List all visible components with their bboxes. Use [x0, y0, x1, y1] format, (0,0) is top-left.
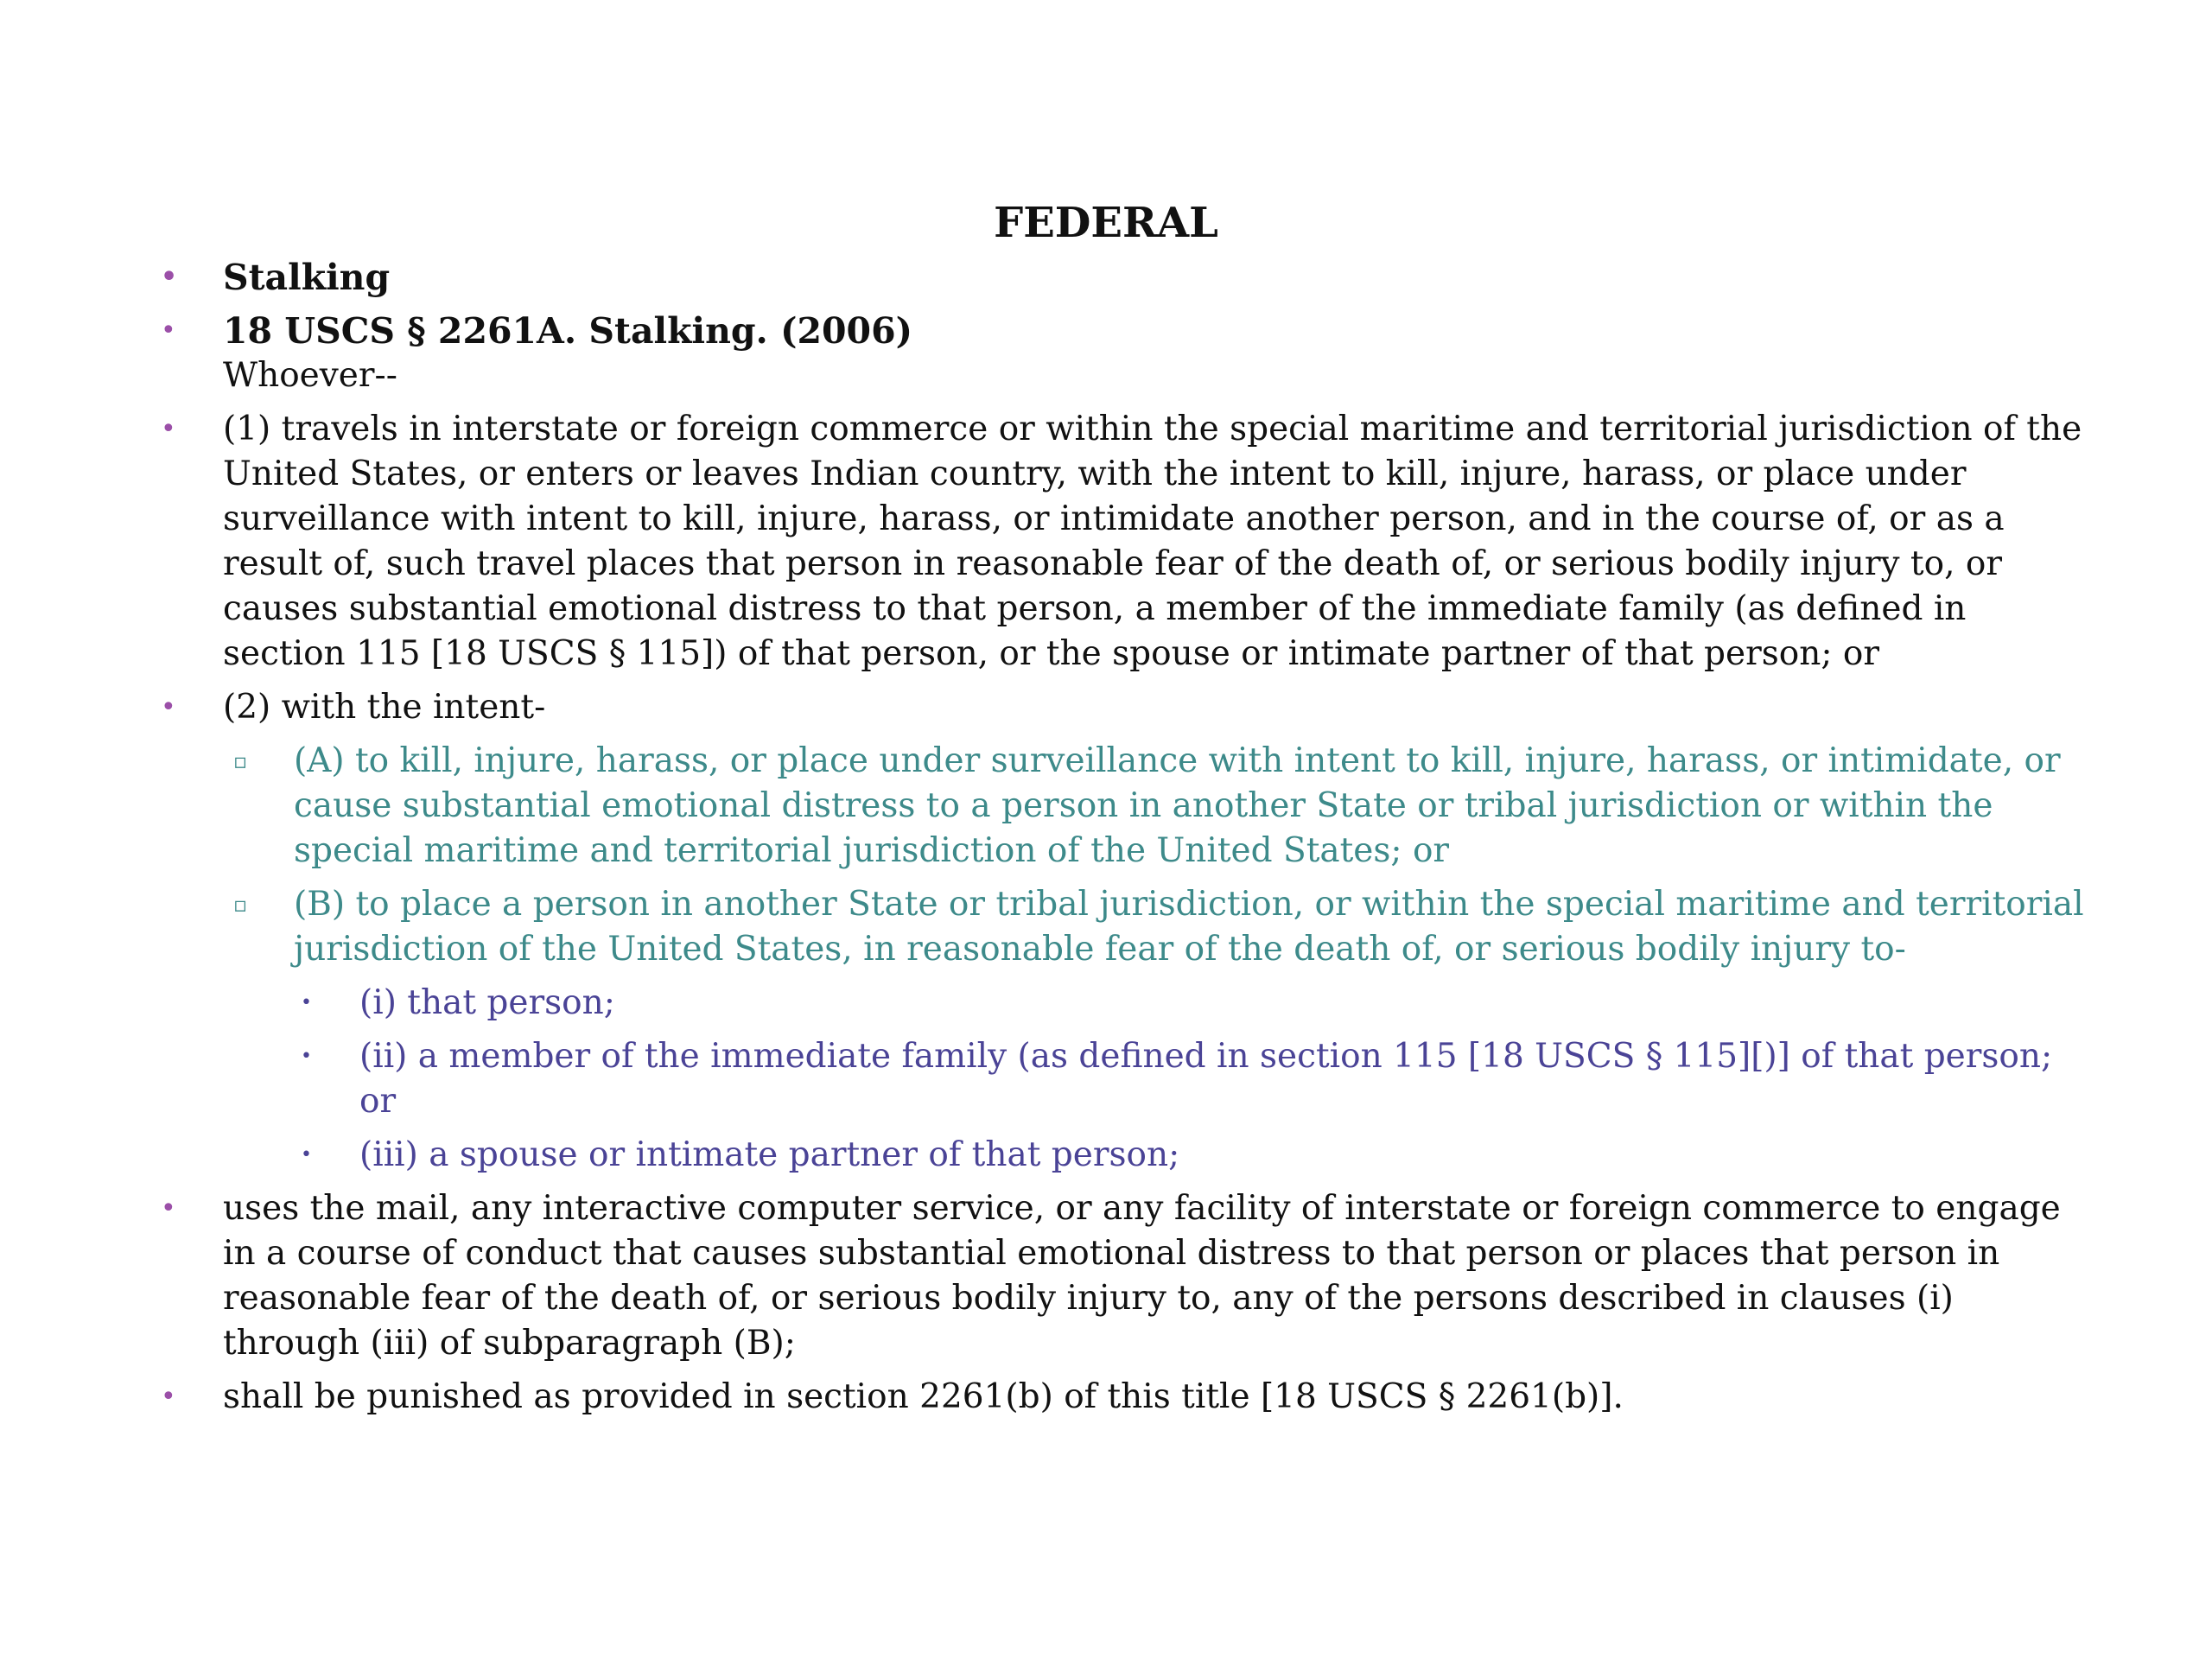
list-item-uses-mail: [161, 1186, 2089, 1366]
list-item-text: Stalking: [223, 257, 391, 298]
list-item-statute: [161, 308, 2089, 398]
list-item-text: (2) with the intent-: [223, 688, 546, 727]
bullet-icon: •: [161, 1382, 176, 1412]
list-item-punishment: [161, 1375, 2089, 1420]
statute-subtext: Whoever--: [223, 356, 397, 395]
hollow-square-bullet-icon: ▫: [233, 749, 248, 773]
bullet-icon: •: [161, 315, 176, 346]
statute-heading: 18 USCS § 2261A. Stalking. (2006): [223, 310, 912, 352]
list-item-stalking: [161, 255, 2089, 300]
small-bullet-icon: •: [301, 1046, 312, 1067]
list-item-clause-i: [301, 981, 2088, 1026]
list-item-subclause-b: [233, 882, 2091, 972]
list-item-subclause-a: [233, 739, 2091, 874]
list-item-text: (1) travels in interstate or foreign commerce or within the special maritime and territorial jurisdiction of the United States, or enters or leaves Indian country, with the intent to kill, injure, harass, or place under surveillance with intent to kill, injure, harass, or intimidate another person, and in the course of, or as a result of, such travel places that person in reasonable fear of the death of, or serious bodily injury to, or causes substantial emotional distress to that person, a member of the immediate family (as defined in section 115 [18 USCS § 115]) of that person, or the spouse or intimate partner of that person; or: [223, 410, 2082, 673]
list-item-text: (ii) a member of the immediate family (as defined in section 115 [18 USCS § 115][)] of that person; or: [359, 1037, 2053, 1121]
bullet-icon: •: [161, 692, 176, 722]
list-item-clause-2: [161, 685, 2089, 730]
small-bullet-icon: •: [301, 1144, 312, 1166]
list-item-text: (iii) a spouse or intimate partner of that person;: [359, 1135, 1180, 1174]
list-item-clause-iii: [301, 1133, 2088, 1178]
hollow-square-bullet-icon: ▫: [233, 893, 248, 917]
list-item-clause-1: [161, 407, 2089, 677]
list-item-text: uses the mail, any interactive computer service, or any facility of interstate or foreign commerce to engage in a course of conduct that causes substantial emotional distress to that person or places that person in reasonable fear of the death of, or serious bodily injury to, any of the persons described in clauses (i) through (iii) of subparagraph (B);: [223, 1189, 2061, 1363]
bullet-icon: •: [161, 414, 176, 444]
list-item-text: (B) to place a person in another State or tribal jurisdiction, or within the special maritime and territorial jurisdiction of the United States, in reasonable fear of the death of, or serious bodily injury to-: [294, 885, 2084, 969]
small-bullet-icon: •: [301, 992, 312, 1014]
list-item-clause-ii: [301, 1034, 2088, 1124]
bullet-icon: •: [161, 1193, 176, 1224]
list-item-text: (i) that person;: [359, 983, 615, 1022]
slide-title: FEDERAL: [994, 199, 1218, 247]
bullet-list: [0, 255, 2212, 1428]
list-item-text: shall be punished as provided in section 2261(b) of this title [18 USCS § 2261(b)].: [223, 1377, 1624, 1416]
bullet-icon: •: [161, 262, 178, 292]
list-item-text: (A) to kill, injure, harass, or place under surveillance with intent to kill, injure, harass, or intimidate, or cause substantial emotional distress to a person in another State or tribal jurisdiction or within the special maritime and territorial jurisdiction of the United States; or: [294, 741, 2061, 870]
